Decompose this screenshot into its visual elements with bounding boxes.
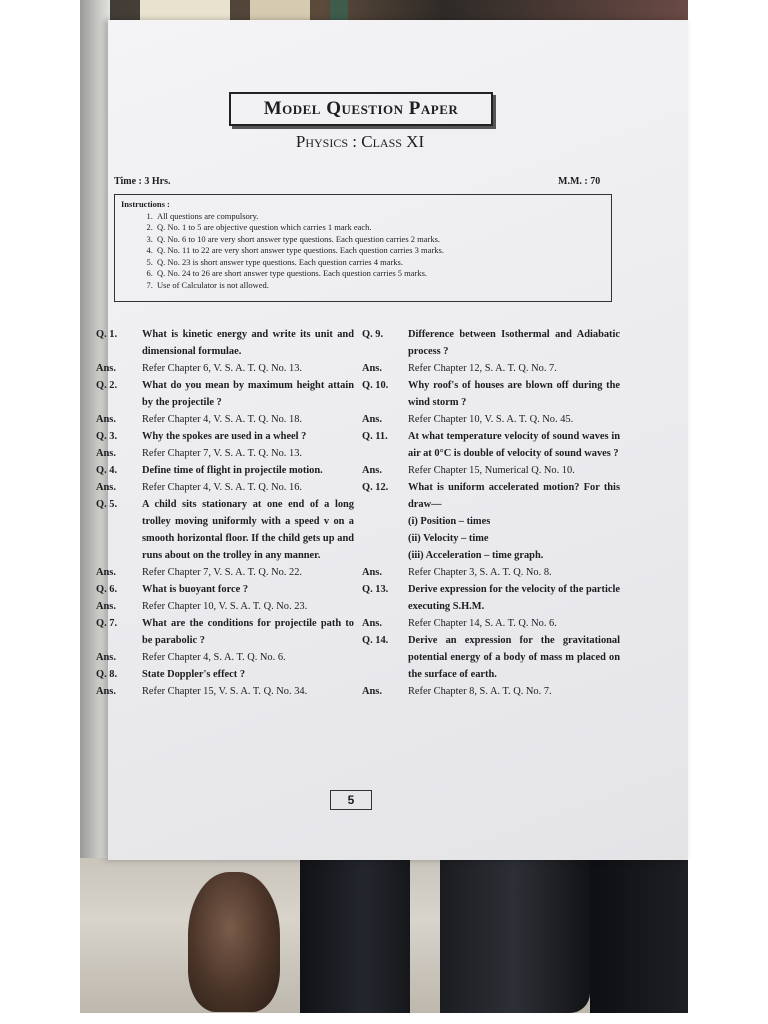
question-text: A child sits stationary at one end of a long trolley moving uniformly with a speed v on a smooth horizontal floor. If the child gets up and runs about on the trolley in any manner. [142, 499, 354, 561]
answer-text: Refer Chapter 8, S. A. T. Q. No. 7. [408, 686, 552, 697]
question-text: What is buoyant force ? [142, 584, 249, 595]
answer-label: Ans. [96, 414, 116, 425]
question-item [362, 632, 620, 683]
trouser-leg [300, 858, 410, 1013]
question-item [96, 581, 354, 598]
answer-text: Refer Chapter 10, V. S. A. T. Q. No. 23. [142, 601, 308, 612]
answer-item [362, 615, 620, 632]
answer-text: Refer Chapter 15, V. S. A. T. Q. No. 34. [142, 686, 308, 697]
page-title: Model Question Paper [229, 92, 493, 126]
right-question-column [362, 326, 620, 700]
answer-item [362, 360, 620, 377]
question-text: What is kinetic energy and write its unit and dimensional formulae. [142, 329, 354, 357]
answer-label: Ans. [96, 363, 116, 374]
answer-item [362, 411, 620, 428]
instruction-item: 2. Q. No. 1 to 5 are objective question which carries 1 mark each. [155, 222, 605, 234]
trouser-leg [440, 858, 590, 1013]
answer-text: Refer Chapter 7, V. S. A. T. Q. No. 22. [142, 567, 302, 578]
book-spine [140, 0, 230, 22]
answer-label: Ans. [362, 414, 382, 425]
instructions-list [121, 211, 605, 292]
question-number: Q. 12. [362, 482, 389, 493]
answer-item [96, 683, 354, 700]
question-number: Q. 8. [96, 669, 118, 680]
answer-item [362, 462, 620, 479]
question-number: Q. 6. [96, 584, 118, 595]
instruction-item: 1. All questions are compulsory. [155, 211, 605, 223]
answer-item [96, 445, 354, 462]
answer-text: Refer Chapter 15, Numerical Q. No. 10. [408, 465, 575, 476]
question-item [362, 581, 620, 615]
question-text: Define time of flight in projectile motion. [142, 465, 323, 476]
question-item [96, 496, 354, 564]
answer-text: Refer Chapter 10, V. S. A. T. Q. No. 45. [408, 414, 574, 425]
answer-item [96, 411, 354, 428]
answer-label: Ans. [96, 652, 116, 663]
question-text: Difference between Isothermal and Adiabatic process ? [408, 329, 620, 357]
answer-item [96, 564, 354, 581]
question-number: Q. 11. [362, 431, 388, 442]
book-spine [330, 0, 348, 22]
trouser-leg [590, 858, 688, 1013]
answer-label: Ans. [362, 363, 382, 374]
sub-question: (i) Position – times [408, 516, 491, 527]
answer-text: Refer Chapter 6, V. S. A. T. Q. No. 13. [142, 363, 302, 374]
question-text: State Doppler's effect ? [142, 669, 246, 680]
answer-label: Ans. [96, 448, 116, 459]
question-item [362, 326, 620, 360]
instructions-box [114, 194, 612, 302]
answer-text: Refer Chapter 14, S. A. T. Q. No. 6. [408, 618, 557, 629]
answer-label: Ans. [362, 465, 382, 476]
instruction-item: 5. Q. No. 23 is short answer type questions. Each question carries 4 marks. [155, 257, 605, 269]
question-text: At what temperature velocity of sound waves in air at 0°C is double of velocity of sound waves ? [408, 431, 620, 459]
question-number: Q. 2. [96, 380, 118, 391]
question-item [96, 326, 354, 360]
answer-item [362, 564, 620, 581]
answer-label: Ans. [96, 686, 116, 697]
question-number: Q. 14. [362, 635, 389, 646]
question-item [362, 479, 620, 513]
book-spine [250, 0, 310, 22]
instruction-item: 7. Use of Calculator is not allowed. [155, 280, 605, 292]
answer-label: Ans. [362, 686, 382, 697]
answer-label: Ans. [96, 482, 116, 493]
instruction-item: 4. Q. No. 11 to 22 are very short answer type questions. Each question carries 3 marks. [155, 245, 605, 257]
question-item [362, 377, 620, 411]
instruction-item: 3. Q. No. 6 to 10 are very short answer type questions. Each question carries 2 marks. [155, 234, 605, 246]
question-number: Q. 1. [96, 329, 118, 340]
answer-item [362, 683, 620, 700]
question-item [96, 428, 354, 445]
question-number: Q. 5. [96, 499, 118, 510]
answer-text: Refer Chapter 4, V. S. A. T. Q. No. 16. [142, 482, 302, 493]
question-text: Derive an expression for the gravitational potential energy of a body of mass m placed on the surface of earth. [408, 635, 620, 680]
question-text: Derive expression for the velocity of the particle executing S.H.M. [408, 584, 620, 612]
page-number: 5 [330, 790, 372, 810]
question-item [96, 615, 354, 649]
question-text: What is uniform accelerated motion? For this draw— [408, 482, 620, 510]
question-number: Q. 9. [362, 329, 384, 340]
shoe [188, 872, 280, 1012]
sub-question: (ii) Velocity – time [408, 533, 489, 544]
answer-text: Refer Chapter 7, V. S. A. T. Q. No. 13. [142, 448, 302, 459]
left-question-column [96, 326, 354, 700]
answer-text: Refer Chapter 12, S. A. T. Q. No. 7. [408, 363, 557, 374]
instruction-item: 6. Q. No. 24 to 26 are short answer type questions. Each question carries 5 marks. [155, 268, 605, 280]
question-number: Q. 3. [96, 431, 118, 442]
max-marks-label: M.M. : 70 [558, 176, 601, 187]
question-text: Why the spokes are used in a wheel ? [142, 431, 307, 442]
answer-label: Ans. [96, 567, 116, 578]
question-number: Q. 4. [96, 465, 118, 476]
question-item [96, 377, 354, 411]
question-text: Why roof's of houses are blown off during the wind storm ? [408, 380, 620, 408]
answer-label: Ans. [362, 618, 382, 629]
answer-text: Refer Chapter 4, V. S. A. T. Q. No. 18. [142, 414, 302, 425]
question-number: Q. 13. [362, 584, 389, 595]
sub-question: (iii) Acceleration – time graph. [408, 550, 544, 561]
time-label: Time : 3 Hrs. [114, 176, 171, 187]
answer-text: Refer Chapter 3, S. A. T. Q. No. 8. [408, 567, 552, 578]
background-books [80, 0, 688, 22]
answer-item [96, 649, 354, 666]
answer-text: Refer Chapter 4, S. A. T. Q. No. 6. [142, 652, 286, 663]
question-text: What do you mean by maximum height attain by the projectile ? [142, 380, 354, 408]
question-item [96, 666, 354, 683]
question-text: What are the conditions for projectile path to be parabolic ? [142, 618, 354, 646]
answer-label: Ans. [362, 567, 382, 578]
question-number: Q. 7. [96, 618, 118, 629]
answer-item [96, 360, 354, 377]
page-subtitle: Physics : Class XI [295, 132, 425, 151]
question-item [96, 462, 354, 479]
instructions-heading: Instructions : [121, 199, 170, 209]
answer-item [96, 598, 354, 615]
answer-item [96, 479, 354, 496]
question-item [362, 428, 620, 462]
answer-label: Ans. [96, 601, 116, 612]
question-number: Q. 10. [362, 380, 389, 391]
